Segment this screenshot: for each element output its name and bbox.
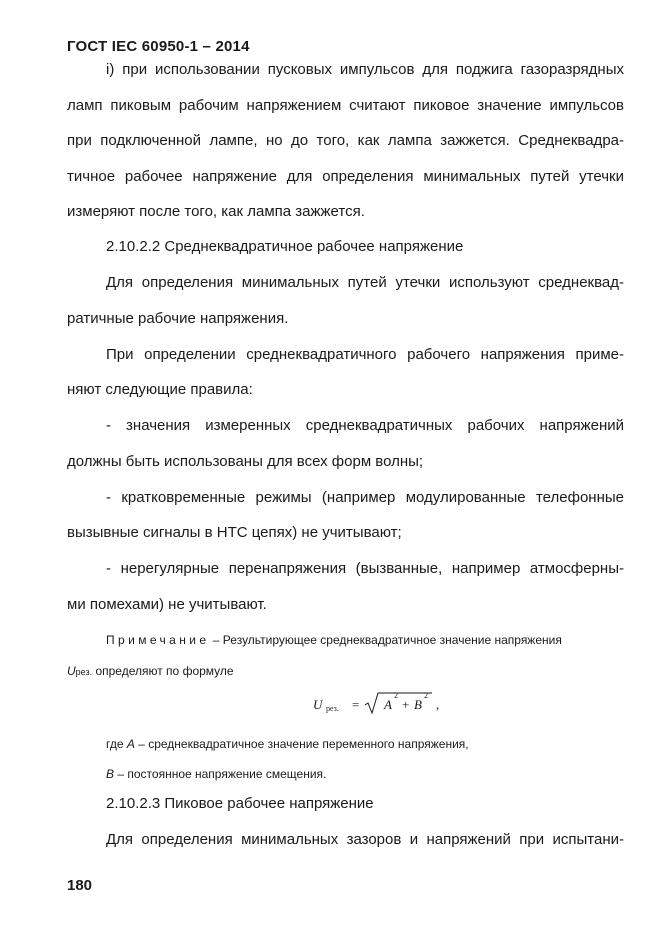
page-number: 180: [67, 877, 93, 894]
where-prefix: где: [106, 737, 127, 751]
note-label: Примечание: [106, 633, 210, 647]
paragraph-line: Для определения минимальных путей утечки используют среднеквад-: [106, 274, 624, 291]
paragraph-line: няют следующие правила:: [67, 381, 253, 398]
formula-comma: ,: [436, 697, 440, 712]
note-text: – Результирующее среднеквадратичное значение напряжения: [209, 633, 562, 647]
formula-b: B: [414, 697, 422, 712]
formula-a-exponent: 2: [394, 691, 398, 700]
list-item-line: ми помехами) не учитывают.: [67, 596, 267, 613]
note-var-u-subscript: рез.: [75, 667, 93, 677]
paragraph-line: Для определения минимальных зазоров и напряжений при испытани-: [106, 831, 624, 848]
where-var-a: A: [126, 737, 135, 751]
formula-plus: +: [402, 697, 410, 712]
list-item-line: - нерегулярные перенапряжения (вызванные, например атмосферны-: [106, 560, 624, 577]
paragraph-line: При определении среднеквадратичного рабочего напряжения приме-: [106, 346, 624, 363]
note-text-2: определяют по формуле: [92, 664, 234, 678]
where-line: [106, 765, 624, 783]
note-var-u: U: [67, 664, 76, 678]
paragraph-line: ратичные рабочие напряжения.: [67, 310, 289, 327]
formula-u-subscript: рез.: [326, 704, 339, 713]
formula-u: U: [313, 697, 323, 712]
where-a-text: – среднеквадратичное значение переменного напряжения,: [134, 737, 469, 751]
where-b-text: – постоянное напряжение смещения.: [114, 767, 327, 781]
paragraph-line: ламп пиковым рабочим напряжением считают пиковое значение импульсов: [67, 97, 624, 114]
paragraph-line: измеряют после того, как лампа зажжется.: [67, 203, 365, 220]
subsection-heading: 2.10.2.2 Среднеквадратичное рабочее напряжение: [106, 238, 464, 255]
where-var-b: B: [106, 767, 115, 781]
list-item-line: должны быть использованы для всех форм волны;: [67, 453, 424, 470]
list-item-line: - значения измеренных среднеквадратичных рабочих напряжений: [106, 417, 624, 434]
subsection-heading: 2.10.2.3 Пиковое рабочее напряжение: [106, 795, 374, 812]
formula-equals: =: [352, 697, 360, 712]
list-item-line: - кратковременные режимы (например модулированные телефонные: [106, 489, 624, 506]
rms-formula: [310, 691, 460, 717]
list-item-line: вызывные сигналы в НТС цепях) не учитывают;: [67, 524, 402, 541]
document-header: ГОСТ IEC 60950-1 – 2014: [67, 38, 250, 55]
note-line: [67, 662, 624, 681]
formula-a: A: [384, 697, 392, 712]
paragraph-line: тичное рабочее напряжение для определения минимальных путей утечки: [67, 168, 624, 185]
note-line: [106, 631, 624, 649]
paragraph-line: i) при использовании пусковых импульсов для поджига газоразрядных: [106, 61, 624, 78]
formula-b-exponent: 2: [424, 691, 428, 700]
paragraph-line: при подключенной лампе, но до того, как лампа зажжется. Среднеквадра-: [67, 132, 624, 149]
where-line: [106, 735, 624, 753]
